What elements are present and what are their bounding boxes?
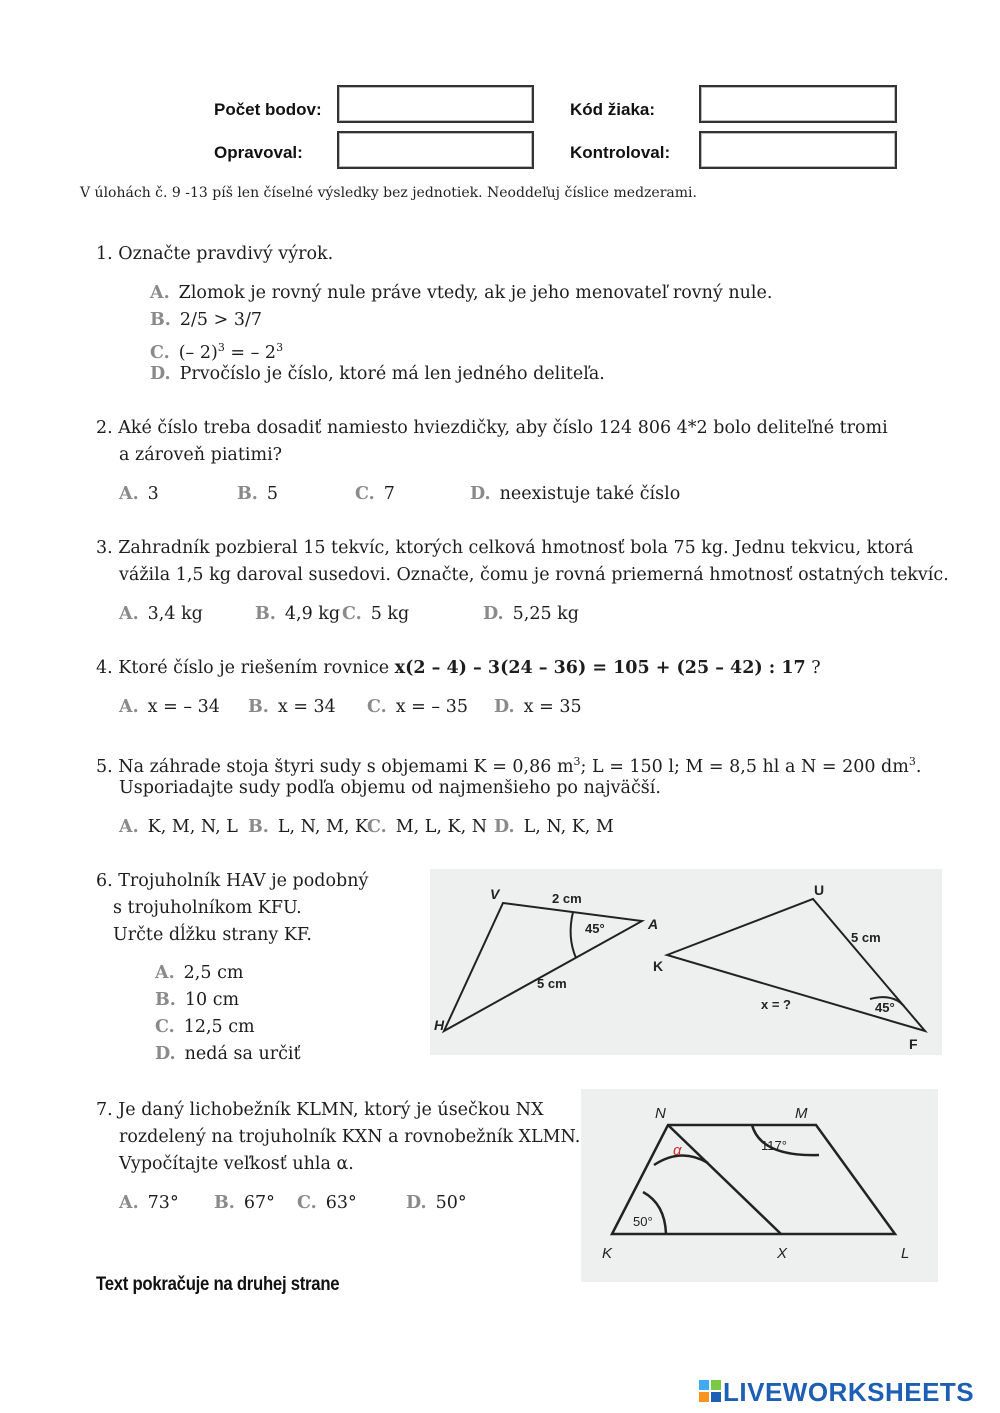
points-label: Počet bodov: — [214, 100, 322, 119]
triangle-hav — [444, 903, 642, 1031]
q6-option-d[interactable]: D. nedá sa určiť — [155, 1044, 301, 1064]
question-1-text: 1. Označte pravdivý výrok. — [96, 244, 334, 264]
student-code-field[interactable] — [699, 85, 897, 123]
q6-option-a[interactable]: A. 2,5 cm — [155, 963, 244, 983]
q2-option-a[interactable]: A. 3 — [119, 484, 159, 504]
q7-option-a[interactable]: A. 73° — [119, 1193, 179, 1213]
q4-option-b[interactable]: B. x = 34 — [248, 697, 336, 717]
label-x: X — [777, 1245, 788, 1262]
q5-option-a[interactable]: A. K, M, N, L — [119, 817, 238, 837]
question-7-text-line3: Vypočítajte veľkosť uhla α. — [119, 1154, 354, 1174]
checked-by-label: Kontroloval: — [570, 143, 671, 162]
question-6-text-line3: Určte dĺžku strany KF. — [113, 925, 312, 945]
q2-option-c[interactable]: C. 7 — [355, 484, 395, 504]
question-5-text: 5. Na záhrade stoja štyri sudy s objemami K = 0,86 $m^3$; L = 150 l; M = 8,5 hl a N = 200 $dm^3$. — [96, 755, 922, 777]
q4-option-a[interactable]: A. x = – 34 — [119, 697, 220, 717]
label-angle-a: 45° — [585, 921, 605, 936]
question-5-text-line2: Usporiadajte sudy podľa objemu od najmenšieho po najväčší. — [119, 778, 661, 798]
q1-option-d[interactable]: D. Prvočíslo je číslo, ktoré má len jedného deliteľa. — [150, 364, 605, 384]
q3-option-c[interactable]: C. 5 kg — [342, 604, 410, 624]
label-a: A — [648, 916, 659, 932]
q1-option-c[interactable]: C. (– 2)$^3$ = – $2^3$ — [150, 341, 284, 363]
q5-option-b[interactable]: B. L, N, M, K — [248, 817, 369, 837]
liveworksheets-logo-icon — [699, 1380, 721, 1402]
q5-option-d[interactable]: D. L, N, K, M — [494, 817, 614, 837]
q2-option-b[interactable]: B. 5 — [237, 484, 279, 504]
angle-a-arc — [571, 912, 576, 958]
question-7-text-line2: rozdelený na trojuholník KXN a rovnobežník XLMN. — [119, 1127, 581, 1147]
label-v: V — [490, 886, 500, 902]
corrected-by-field[interactable] — [337, 131, 534, 169]
label-h: H — [434, 1017, 445, 1033]
question-6-text-line2: s trojuholníkom KFU. — [113, 898, 302, 918]
q4-option-c[interactable]: C. x = – 35 — [367, 697, 468, 717]
corrected-by-label: Opravoval: — [214, 143, 303, 162]
question-2-text: 2. Aké číslo treba dosadiť namiesto hviezdičky, aby číslo 124 806 4*2 bolo deliteľné tromi — [96, 418, 888, 438]
q6-option-b[interactable]: B. 10 cm — [155, 990, 240, 1010]
label-side-uf: 5 cm — [851, 930, 881, 945]
question-6-text: 6. Trojuholník HAV je podobný — [96, 871, 369, 891]
similar-triangles-figure — [430, 869, 942, 1055]
q1-option-a[interactable]: A. Zlomok je rovný nule práve vtedy, ak je jeho menovateľ rovný nule. — [150, 283, 773, 303]
label-f: F — [909, 1036, 918, 1052]
label-l: L — [901, 1245, 910, 1262]
q1-option-b[interactable]: B. 2/5 > 3/7 — [150, 310, 263, 330]
continue-note: Text pokračuje na druhej strane — [96, 1274, 340, 1295]
q6-option-c[interactable]: C. 12,5 cm — [155, 1017, 255, 1037]
q3-option-b[interactable]: B. 4,9 kg — [255, 604, 341, 624]
label-k2: K — [602, 1245, 613, 1262]
checked-by-field[interactable] — [699, 131, 897, 169]
instructions-note: V úlohách č. 9 -13 píš len číselné výsledky bez jednotiek. Neoddeľuj číslice medzerami. — [80, 185, 697, 201]
label-angle-m: 117° — [761, 1138, 787, 1153]
label-k: K — [653, 958, 664, 974]
q2-option-d[interactable]: D. neexistuje také číslo — [470, 484, 681, 504]
question-4-text: 4. Ktoré číslo je riešením rovnice x(2 – 4) – 3(24 – 36) = 105 + (25 – 42) : 17 ? — [96, 658, 821, 678]
label-angle-k: 50° — [633, 1214, 653, 1229]
q3-option-a[interactable]: A. 3,4 kg — [119, 604, 203, 624]
trapezoid-figure — [581, 1089, 938, 1282]
label-angle-f: 45° — [875, 1000, 895, 1015]
points-field[interactable] — [337, 85, 534, 123]
q7-option-d[interactable]: D. 50° — [406, 1193, 467, 1213]
label-side-ha: 5 cm — [537, 976, 567, 991]
q7-option-c[interactable]: C. 63° — [297, 1193, 357, 1213]
question-3-text: 3. Zahradník pozbieral 15 tekvíc, ktorých celková hmotnosť bola 75 kg. Jednu tekvicu, ktorá — [96, 538, 914, 558]
question-3-text-line2: vážila 1,5 kg daroval susedovi. Označte, čomu je rovná priemerná hmotnosť ostatných tekvíc. — [119, 565, 949, 585]
question-2-text-line2: a zároveň piatimi? — [119, 445, 283, 465]
q4-option-d[interactable]: D. x = 35 — [494, 697, 582, 717]
q7-option-b[interactable]: B. 67° — [214, 1193, 275, 1213]
q3-option-d[interactable]: D. 5,25 kg — [483, 604, 579, 624]
label-alpha: α — [673, 1142, 682, 1159]
q4-equation: x(2 – 4) – 3(24 – 36) = 105 + (25 – 42) : 17 — [394, 658, 806, 678]
label-side-va: 2 cm — [552, 891, 582, 906]
liveworksheets-brand: LIVEWORKSHEETS — [723, 1377, 975, 1407]
question-7-text: 7. Je daný lichobežník KLMN, ktorý je úsečkou NX — [96, 1100, 544, 1120]
label-u: U — [814, 882, 825, 898]
label-side-kf: x = ? — [761, 997, 791, 1012]
trapezoid-klmn — [612, 1125, 895, 1234]
label-m: M — [795, 1105, 808, 1122]
student-code-label: Kód žiaka: — [570, 100, 656, 119]
q5-option-c[interactable]: C. M, L, K, N — [367, 817, 488, 837]
label-n: N — [655, 1105, 666, 1122]
